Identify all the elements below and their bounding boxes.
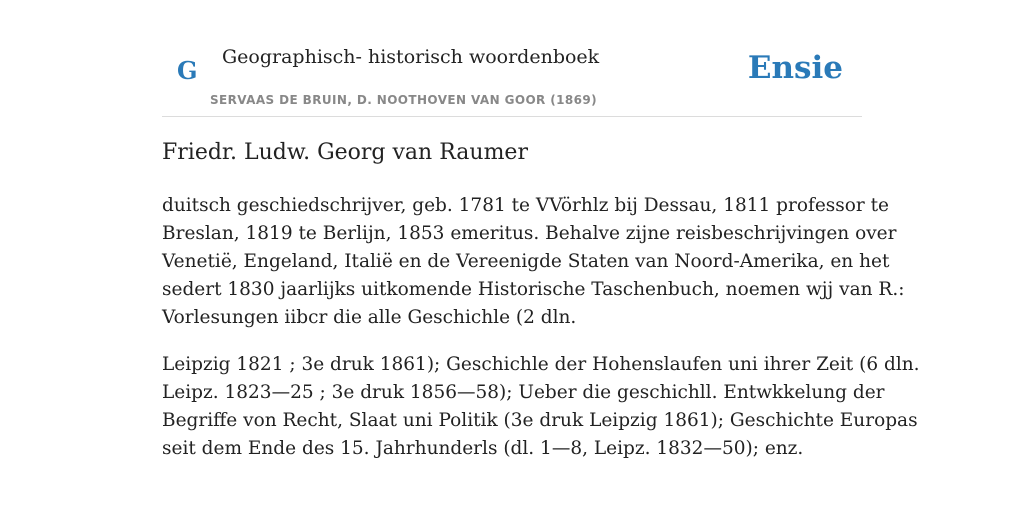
entry-paragraph (162, 351, 920, 463)
paragraph-line: seit dem Ende des 15. Jahrhunderls (dl. 1—8, Leipz. 1832—50); enz. (162, 438, 804, 459)
letter-index-badge[interactable]: G (177, 56, 198, 85)
entry-body (162, 192, 920, 482)
paragraph-line: Begriffe von Recht, Slaat uni Politik (3e druk Leipzig 1861); Geschichte Europas (162, 410, 918, 431)
entry-paragraph (162, 192, 905, 332)
paragraph-line: Breslan, 1819 te Berlijn, 1853 emeritus. Behalve zijne reisbeschrijvingen over (162, 223, 897, 244)
dictionary-header (162, 36, 862, 117)
paragraph-line: Leipz. 1823—25 ; 3e druk 1856—58); Ueber die geschichll. Entwkkelung der (162, 382, 885, 403)
dictionary-authors: SERVAAS DE BRUIN, D. NOOTHOVEN VAN GOOR (1869) (210, 93, 598, 107)
paragraph-line: sedert 1830 jaarlijks uitkomende Historische Taschenbuch, noemen wjj van R.: (162, 279, 905, 300)
dictionary-title[interactable]: Geographisch- historisch woordenboek (222, 46, 600, 68)
entry-title: Friedr. Ludw. Georg van Raumer (162, 140, 528, 165)
paragraph-line: Venetië, Engeland, Italië en de Vereenigde Staten van Noord-Amerika, en het (162, 251, 890, 272)
paragraph-line: Leipzig 1821 ; 3e druk 1861); Geschichle der Hohenslaufen uni ihrer Zeit (6 dln. (162, 354, 920, 375)
paragraph-line: duitsch geschiedschrijver, geb. 1781 te VVörhlz bij Dessau, 1811 professor te (162, 195, 890, 216)
paragraph-line: Vorlesungen iibcr die alle Geschichle (2 dln. (162, 307, 577, 328)
ensie-logo[interactable]: Ensie (747, 50, 843, 86)
